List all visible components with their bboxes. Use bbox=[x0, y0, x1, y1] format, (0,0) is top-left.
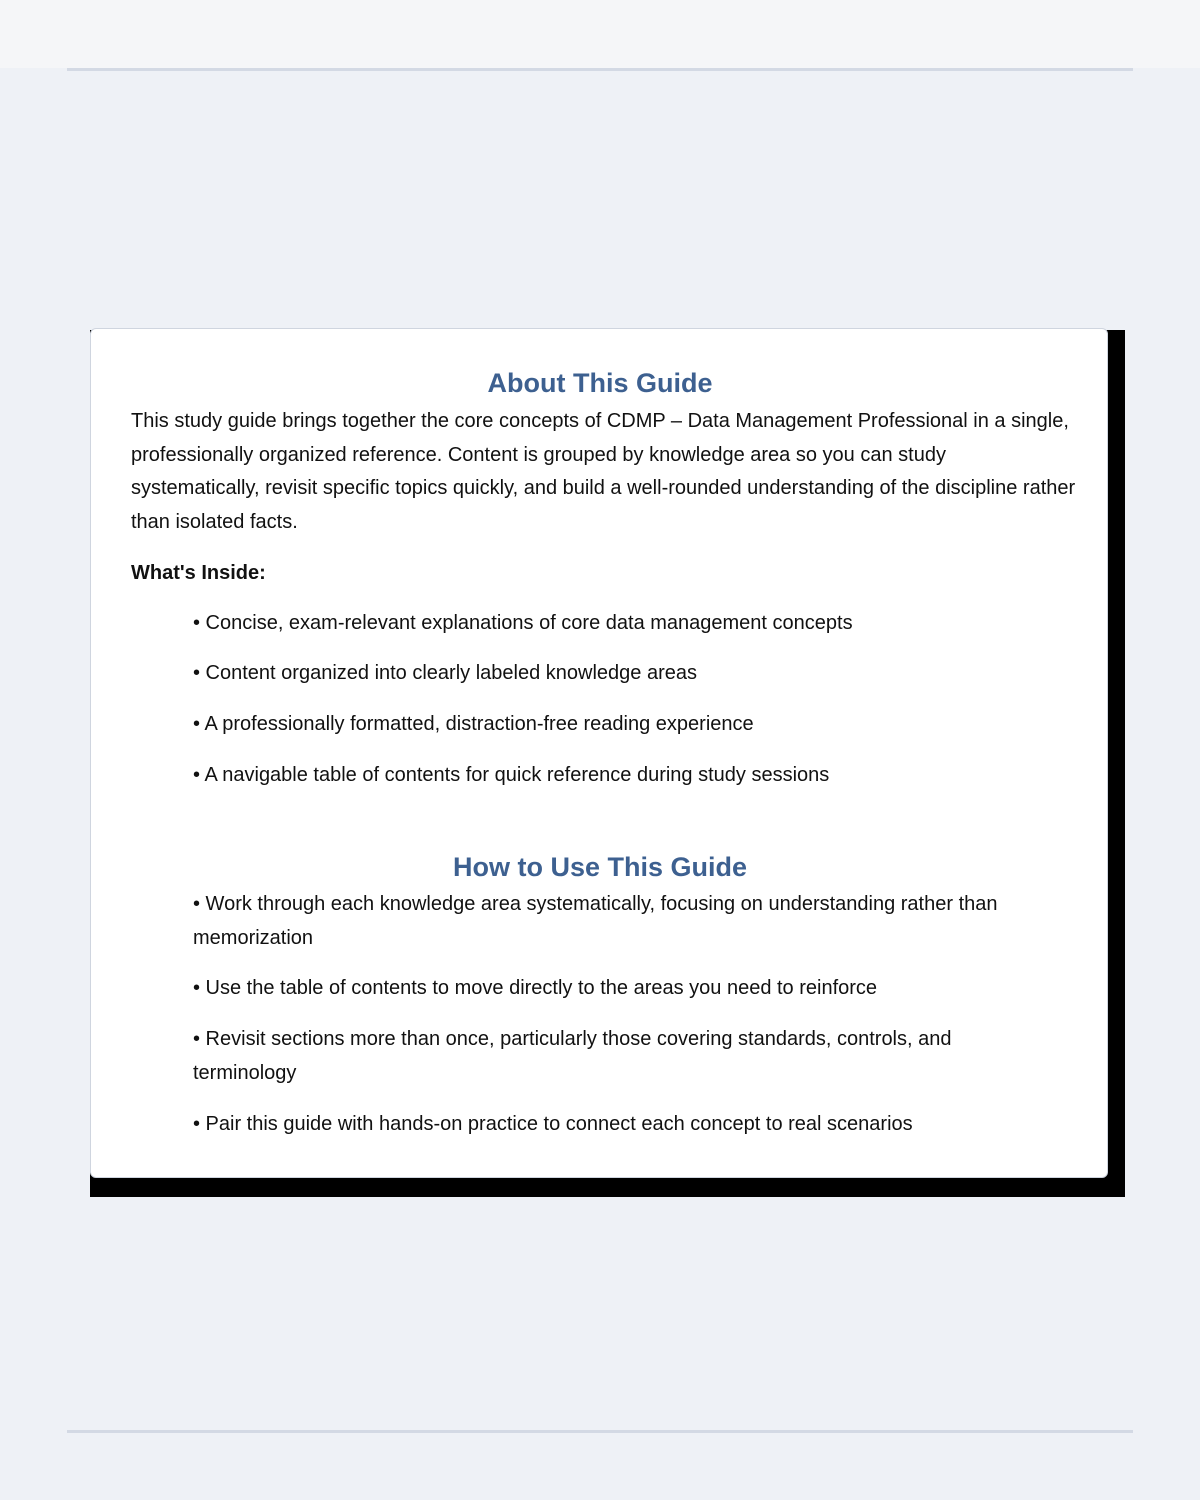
inside-item-2: • Content organized into clearly labeled knowledge areas bbox=[193, 662, 697, 684]
how-item-1: • Work through each knowledge area systematically, focusing on understanding rather than memorization bbox=[193, 893, 998, 949]
inside-item-1: • Concise, exam-relevant explanations of core data management concepts bbox=[193, 612, 853, 634]
whats-inside-label: What's Inside: bbox=[131, 562, 266, 584]
page-top-band bbox=[0, 0, 1200, 68]
how-item-4: • Pair this guide with hands-on practice to connect each concept to real scenarios bbox=[193, 1113, 913, 1135]
about-title: About This Guide bbox=[487, 368, 713, 398]
bottom-divider bbox=[67, 1430, 1133, 1433]
how-item-2: • Use the table of contents to move directly to the areas you need to reinforce bbox=[193, 977, 878, 999]
about-intro: This study guide brings together the core concepts of CDMP – Data Management Professional in a single, professionally organized reference. Content is grouped by knowledge area so you can study systematically, revisit specific topics quickly, and build a well-rounded understanding of the discipline rather than isolated facts. bbox=[131, 410, 1076, 533]
inside-item-4: • A navigable table of contents for quick reference during study sessions bbox=[193, 764, 830, 786]
top-divider bbox=[67, 68, 1133, 71]
inside-item-3: • A professionally formatted, distraction-free reading experience bbox=[193, 713, 754, 735]
how-item-3: • Revisit sections more than once, particularly those covering standards, controls, and terminology bbox=[193, 1028, 952, 1084]
how-to-use-title: How to Use This Guide bbox=[452, 852, 748, 882]
guide-card bbox=[90, 328, 1108, 1178]
